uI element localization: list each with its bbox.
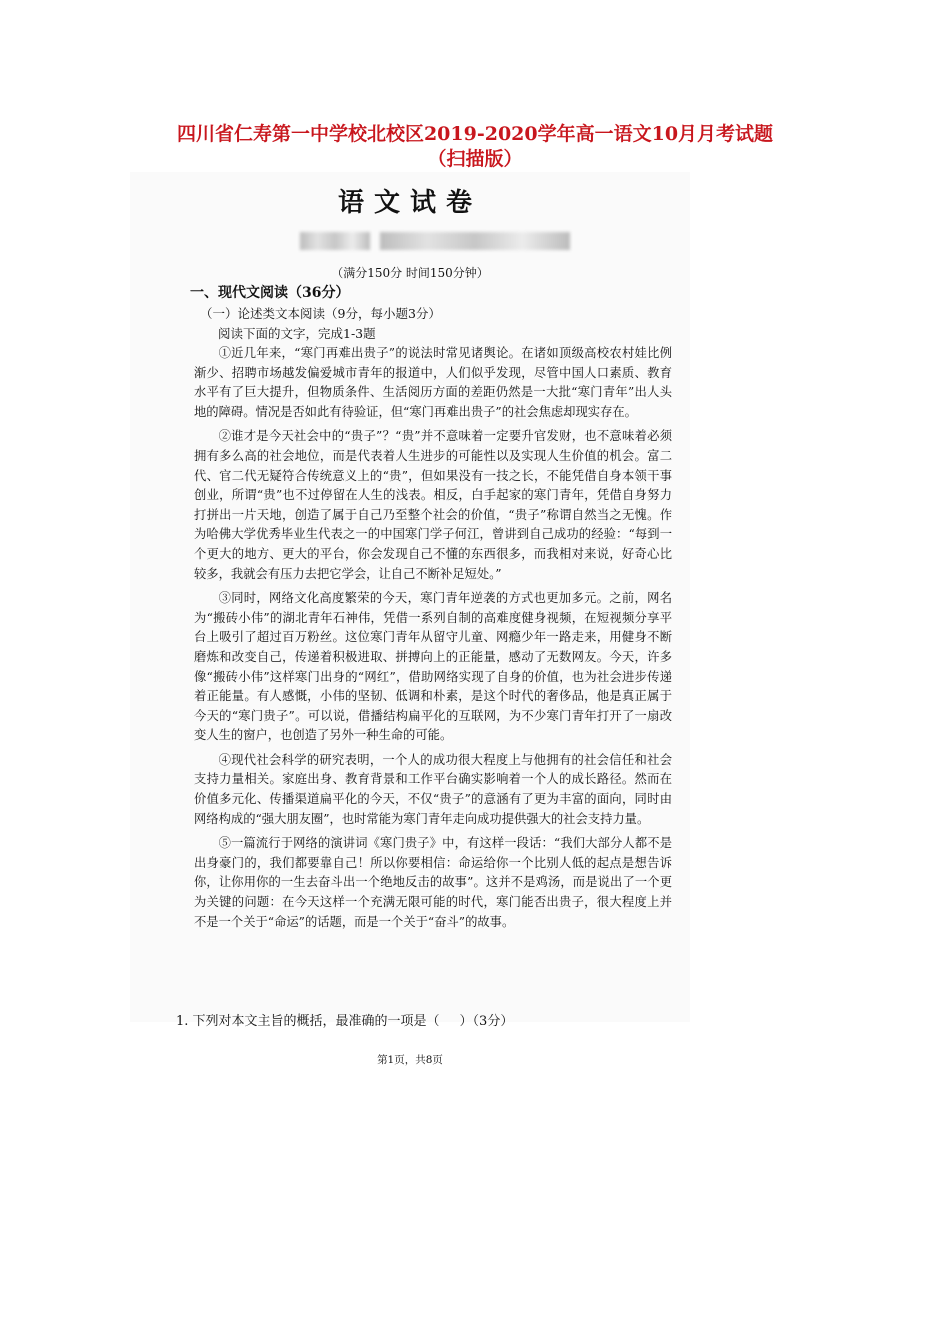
- passage-paragraph: ②谁才是今天社会中的“贵子”？“贵”并不意味着一定要升官发财，也不意味着必须拥有多么高的社会地位，而是代表着人生进步的可能性以及实现人生价值的机会。富二代、官二代无疑符合传统意义上的“贵”，但如果没有一技之长，不能凭借自身本领干事创业，所谓“贵”也不过停留在人生的浅表。相反，白手起家的寒门青年，凭借自身努力打拼出一片天地，创造了属于自己乃至整个社会的价值，“贵子”称谓自然当之无愧。作为哈佛大学优秀毕业生代表之一的中国寒门学子何江，曾讲到自己成功的经验：“每到一个更大的地方、更大的平台，你会发现自己不懂的东西很多，而我相对来说，好奇心比较多，我就会有压力去把它学会，让自己不断补足短处。”: [194, 429, 672, 581]
- passage-paragraph: ④现代社会科学的研究表明，一个人的成功很大程度上与他拥有的社会信任和社会支持力量相关。家庭出身、教育背景和工作平台确实影响着一个人的成长路径。然而在价值多元化、传播渠道扁平化的今天，不仅“贵子”的意涵有了更为丰富的面向，同时由网络构成的“强大朋友圈”，也时常能为寒门青年走向成功提供强大的社会支持力量。: [194, 752, 672, 826]
- document-title-line1: 四川省仁寿第一中学校北校区2019-2020学年高一语文10月月考试题: [176, 123, 774, 145]
- reading-passage: [194, 344, 672, 937]
- redacted-block: [380, 232, 570, 250]
- scanned-page-content: [130, 172, 690, 1066]
- exam-meta: （满分150分 时间150分钟）: [331, 266, 489, 280]
- passage-paragraph: ⑤一篇流行于网络的演讲词《寒门贵子》中，有这样一段话：“我们大部分人都不是出身豪门的，我们都要靠自己！所以你要相信：命运给你一个比别人低的起点是想告诉你，让你用你的一生去奋斗出一个绝地反击的故事”。这并不是鸡汤，而是说出了一个更为关键的问题：在今天这样一个充满无限可能的时代，寒门能否出贵子，很大程度上并不是一个关于“命运”的话题，而是一个关于“奋斗”的故事。: [194, 836, 672, 929]
- redacted-block: [300, 232, 370, 250]
- subsection-heading: （一）论述类文本阅读（9分，每小题3分）: [200, 306, 441, 321]
- question-1-points: ）（3分）: [459, 1014, 514, 1029]
- passage-paragraph: ①近几年来，“寒门再难出贵子”的说法时常见诸舆论。在诸如顶级高校农村娃比例渐少、招聘市场越发偏爱城市青年的报道中，人们似乎发现，尽管中国人口素质、教育水平有了巨大提升，但物质条件、生活阅历方面的差距仍然是一大批“寒门青年”出人头地的障碍。情况是否如此有待验证，但“寒门再难出贵子”的社会焦虑却现实存在。: [194, 346, 672, 419]
- question-1-stem: 1. 下列对本文主旨的概括，最准确的一项是（: [176, 1014, 440, 1029]
- passage-paragraph: ③同时，网络文化高度繁荣的今天，寒门青年逆袭的方式也更加多元。之前，网名为“搬砖小伟”的湖北青年石神伟，凭借一系列自制的高难度健身视频，在短视频分享平台上吸引了超过百万粉丝。这位寒门青年从留守儿童、网瘾少年一路走来，用健身不断磨炼和改变自己，传递着积极进取、拼搏向上的正能量，感动了无数网友。今天，许多像“搬砖小伟”这样寒门出身的“网红”，借助网络实现了自身的价值，也为社会进步传递着正能量。有人感慨，小伟的坚韧、低调和朴素，是这个时代的奢侈品，他是真正属于今天的“寒门贵子”。可以说，借播结构扁平化的互联网，为不少寒门青年打开了一扇改变人生的窗户，也创造了另外一种生命的可能。: [194, 591, 672, 743]
- page-footer: 第1页，共8页: [377, 1054, 443, 1066]
- question-1: [176, 1010, 513, 1029]
- section-heading: 一、现代文阅读（36分）: [190, 285, 350, 301]
- scanned-page: [130, 172, 690, 1066]
- reading-instruction: 阅读下面的文字，完成1-3题: [218, 326, 376, 341]
- document-title: [0, 122, 950, 172]
- exam-title: 语文试卷: [337, 188, 482, 218]
- document-title-line2: （扫描版）: [427, 148, 523, 170]
